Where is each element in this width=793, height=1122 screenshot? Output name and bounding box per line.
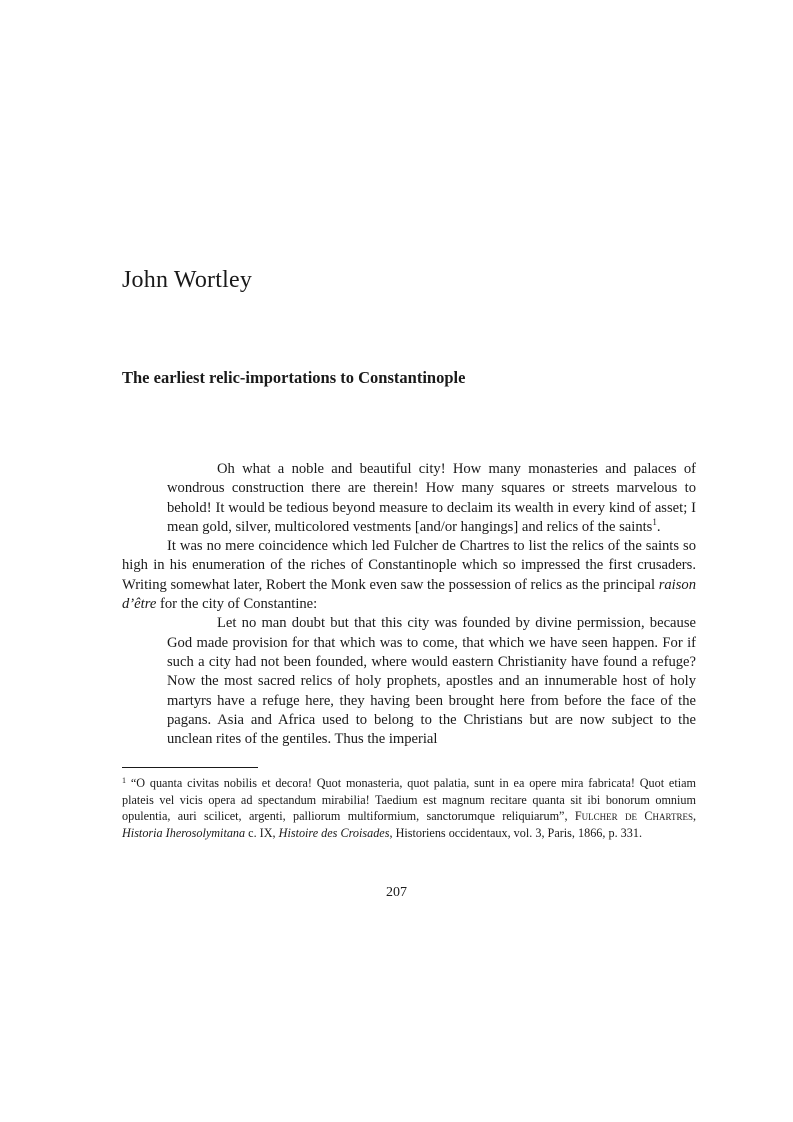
paragraph-1-text-a: It was no mere coincidence which led Fulcher de Chartres to list the relics of the saints so high in his enumeration of the riches of Constantinople which so impressed the first crusaders. Writing somewhat later, Robert the Monk even saw the possession of relics as the principal [122,538,696,593]
block-quote-1 [167,460,696,537]
footnote-1 [122,775,696,841]
footnote-1-text-d: , Historiens occidentaux, vol. 3, Paris, 1866, p. 331. [389,825,642,840]
footnotes [122,775,696,841]
footnote-1-work: Historia Iherosolymitana [122,825,246,840]
block-quote-2: Let no man doubt but that this city was founded by divine permission, because God made provision for that which was to come, that which we have seen happen. For if such a city had not been founded, where would eastern Christianity have found a refuge? Now the most sacred relics of holy prophets, apostles and an innumerable host of holy martyrs have a refuge here, they having been brought here from before the face of the pagans. Asia and Africa used to belong to the Christians but are now subject to the unclean rites of the gentiles. Thus the imperial [167,615,696,748]
quote-1-text: Oh what a noble and beautiful city! How many monasteries and palaces of wondrous construction there are therein! How many squares or streets marvelous to behold! It would be tedious beyond measure to declaim its wealth in every kind of asset; I mean gold, silver, multicolored vestments [and/or hangings] and relics of the saints [167,461,696,535]
body-text [122,460,696,749]
footnote-1-collection: Histoire des Croisades [278,825,390,840]
quote-1-end: . [656,518,661,535]
footnote-1-text-a: “O quanta civitas nobilis et decora! Quot monasteria, quot palatia, sunt in ea opere mira fabricata! Quot etiam plateis vel vicis opera ad spectandum mirabilia! Taedium est magnum recitare quanta sit ibi bonorum omnium opulentia, auri scilicet, argenti, palliorum multiformium, sanctorumque reliquiarum”, [122,776,696,823]
footnote-divider [122,767,258,768]
footnote-1-text-b: , [692,809,696,823]
paragraph-1 [122,537,696,614]
article-title: The earliest relic-importations to Constantinople [122,368,466,387]
paragraph-1-italic: raison d’être [122,576,696,613]
footnote-1-author: Fulcher de Chartres [574,809,693,823]
page-number: 207 [386,885,407,900]
footnote-1-mark: 1 [122,776,126,785]
author-name: John Wortley [122,267,253,293]
paragraph-1-text-b: for the city of Constantine: [156,596,318,613]
footnote-ref-1[interactable]: 1 [652,516,657,527]
footnote-1-text-c: c. IX, [245,825,279,840]
